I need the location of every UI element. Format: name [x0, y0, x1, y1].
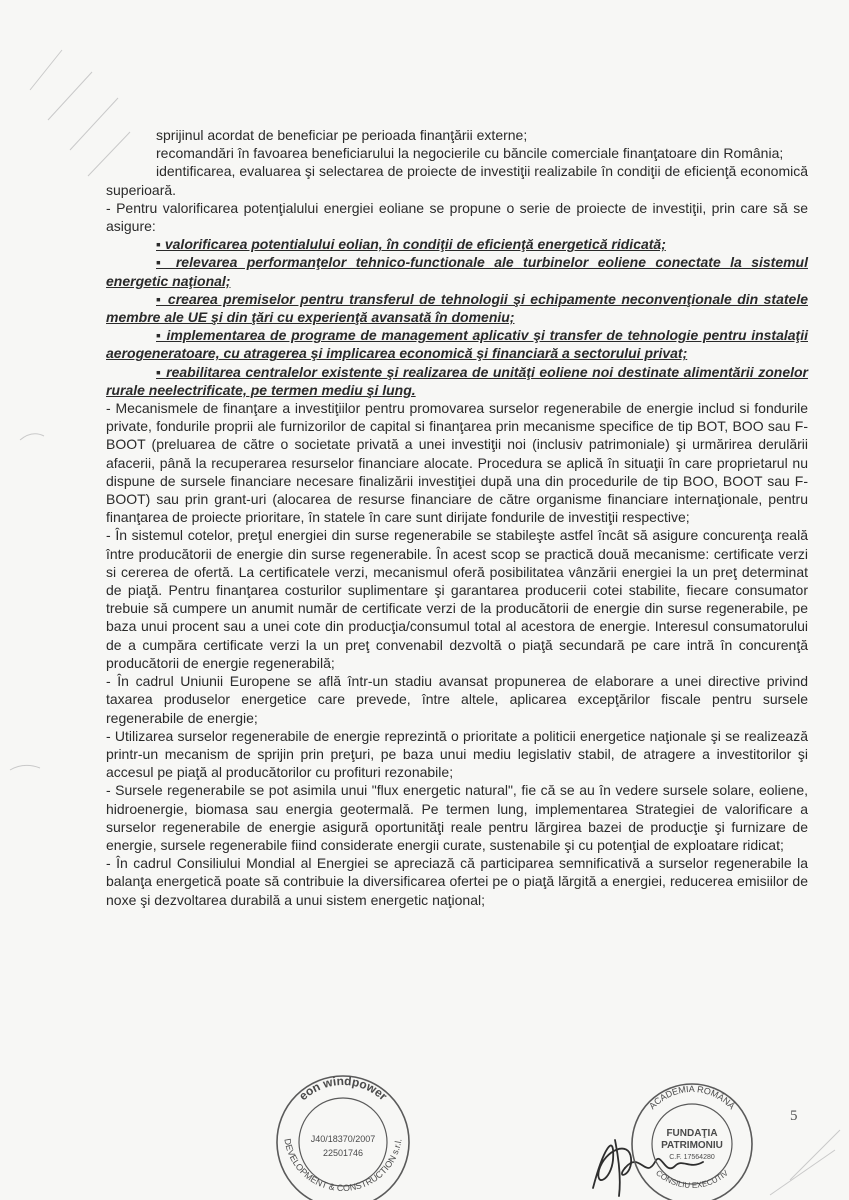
stamp-fiscal-code: 22501746 — [322, 1148, 364, 1158]
foundation-stamp — [626, 1078, 758, 1200]
paragraph: recomandări în favoarea beneficiarului la negocierile cu băncile comerciale finanţatoare din România; — [156, 145, 784, 162]
svg-text:CONSILIU EXECUTIV — [654, 1168, 730, 1190]
stamp-right-bottom-arc-text: CONSILIU EXECUTIV — [654, 1168, 730, 1191]
svg-text:eon windpower — [296, 1074, 390, 1104]
bold-bullet-item: ▪ relevarea performanţelor tehnico-functionale ale turbinelor eoliene conectate la sistemul energetic naţional; — [106, 254, 808, 289]
paragraph: - Sursele regenerabile se pot asimila unui "flux energetic natural", fie că se au în vedere sursele solare, eoliene, hidroenergie, biomasa sau energia geotermală. Pe termen lung, implementarea Strategiei de valorificare a surselor regenerabile de energie asigură oportunităţi reale pentru lărgirea bazei de producţie şi furnizare de energie, sursele regenerabile fiind considerate energii curate, sustenabile şi cu potenţial de exploatare ridicat; — [106, 782, 808, 853]
page-number: 5 — [790, 1108, 798, 1124]
bold-bullet-item: ▪ valorificarea potentialului eolian, în condiţii de eficienţă energetică ridicată; — [156, 236, 666, 253]
stamp-patrimoniu-line: PATRIMONIU — [661, 1140, 723, 1151]
bold-bullet-item: ▪ implementarea de programe de management aplicativ şi transfer de tehnologie pentru instalaţii aerogeneratoare, cu atragerea şi implicarea economică şi financiară a sectorului privat; — [106, 327, 808, 362]
paragraph: identificarea, evaluarea şi selectarea de proiecte de investiţii realizabile în condiţii de eficienţă economică superioară. — [106, 163, 808, 198]
paragraph: sprijinul acordat de beneficiar pe perioada finanţării externe; — [156, 127, 528, 143]
bold-bullet-item: ▪ crearea premiselor pentru transferul de tehnologii şi echipamente neconvenţionale din statele membre ale UE şi din ţări cu experienţă avansată în domeniu; — [106, 290, 808, 326]
paragraph: - Pentru valorificarea potenţialului energiei eoliane se propune o serie de proiecte de investiţii, prin care să se asigure: — [106, 199, 808, 235]
stamp-cf-line: C.F. 17564280 — [669, 1154, 715, 1161]
paragraph: - În cadrul Consiliului Mondial al Energiei se apreciază că participarea semnificativă a surselor regenerabile la balanţa energetică poate să contribuie la diversificarea ofertei pe o piaţă lărgită a energiei, reducerea emisiilor de noxe şi dezvoltarea durabilă a unui sistem energetic naţional; — [106, 855, 808, 908]
stamp-right-top-arc-text: ACADEMIA ROMÂNĂ — [647, 1083, 737, 1112]
bold-bullet-item: ▪ reabilitarea centralelor existente şi realizarea de unităţi eoliene noi destinate alimentării zonelor rurale neelectrificate, pe termen mediu şi lung. — [106, 363, 808, 398]
stamp-registration-number: J40/18370/2007 — [310, 1134, 376, 1144]
body-text — [106, 126, 808, 909]
paragraph: - În cadrul Uniunii Europene se află într-un stadiu avansat propunerea de elaborare a unei directive privind taxarea produselor energetice care prevede, între altele, aplicarea excepţărilor fiscale pentru sursele regenerabile de energie; — [106, 673, 808, 726]
svg-text:DEVELOPMENT & CONSTRUCTION s.r — [282, 1138, 403, 1193]
paragraph: - În sistemul cotelor, preţul energiei din surse regenerabile se stabileşte astfel încât să asigure concurenţa reală între producătorii de energie din surse regenerabile. În acest scop se practică două mecanisme: certificate verzi si cererea de ofertă. La certificatele verzi, mecanismul oferă posibilitatea vânzării energiei la un preţ determinat de piaţă. Pentru finanţarea costurilor suplimentare şi garantarea producerii cotei stabilite, fiecare consumator trebuie să cumpere un anumit număr de certificate verzi de la producătorii de energie din surse regenerabile, pe baza unui procent sau a unei cote din producţia/consumul total al acestora de energie. Interesul consumatorului de a cumpăra certificate verzi la un preţ convenabil dezvoltă o piaţă secundară pe care intră în concurenţă producătorii de energie regenerabilă; — [106, 527, 808, 671]
stamp-foundation-line: FUNDAŢIA — [666, 1128, 718, 1139]
stamp-top-arc-text: eon windpower — [296, 1073, 390, 1104]
company-stamp — [268, 1072, 418, 1200]
stamp-bottom-arc-text: DEVELOPMENT & CONSTRUCTION s.r.l. — [282, 1137, 404, 1194]
paragraph: - Utilizarea surselor regenerabile de energie reprezintă o prioritate a politicii energetice naţionale şi se realizează printr-un mecanism de sprijin prin preţuri, pe baza unui mediu legislativ stabil, de atragere a investitorilor şi accesul pe piaţă al producătorilor cu profituri rezonabile; — [106, 727, 808, 781]
svg-text:ACADEMIA ROMÂNĂ — [647, 1084, 737, 1111]
paragraph: - Mecanismele de finanţare a investiţiilor pentru promovarea surselor regenerabile de energie includ si fondurile private, fondurile proprii ale furnizorilor de capital si finanţarea prin mecanisme specifice de tip BOT, BOO sau F-BOOT (preluarea de către o societate privată a unei investiţii noi (inclusiv patrimoniale) şi urmărirea derulării afacerii, până la recuperarea resurselor financiare alocate. Procedura se aplică în situaţii în care proprietarul nu dispune de sursele financiare necesare finalizării investiţiei după una din procedurile de tip BOO, BOOT sau F-BOOT) sau prin grant-uri (alocarea de resurse financiare de către organisme financiare internaţionale, pentru finanţarea de proiecte prioritare, în statele în care sunt dirijate fondurile de investiţii respective; — [106, 400, 808, 526]
